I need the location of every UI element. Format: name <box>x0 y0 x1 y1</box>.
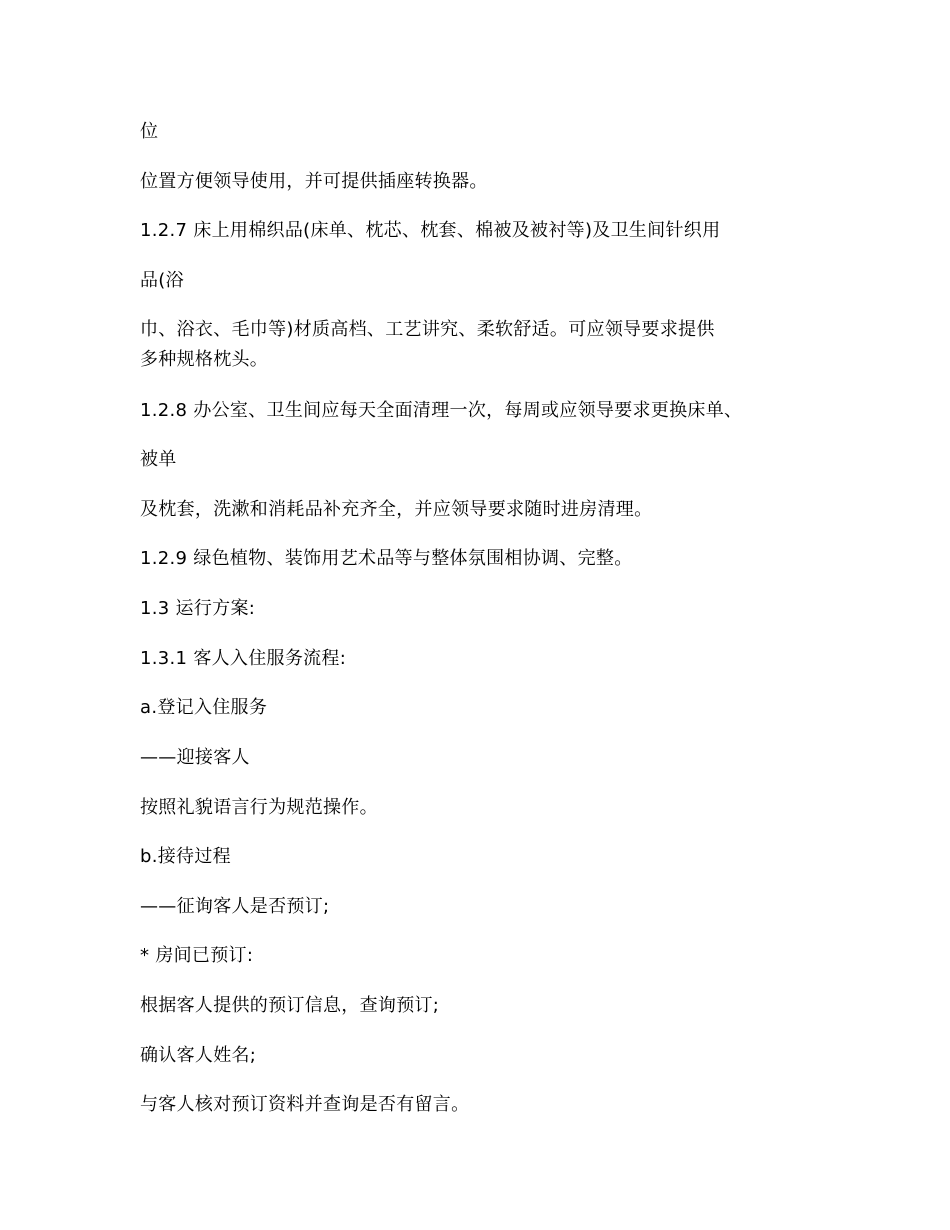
section-1-2-9-line: 1.2.9 绿色植物、装饰用艺术品等与整体氛围相协调、完整。 <box>140 548 633 569</box>
text-line-18: * 房间已预订: <box>140 945 254 966</box>
text-line-5: 巾、浴衣、毛巾等)材质高档、工艺讲究、柔软舒适。可应领导要求提供 <box>140 319 715 340</box>
text-line-19: 根据客人提供的预订信息，查询预订; <box>140 995 440 1016</box>
section-1-3-1-heading: 1.3.1 客人入住服务流程: <box>140 648 347 669</box>
text-line-15: 按照礼貌语言行为规范操作。 <box>140 797 378 818</box>
text-line-1: 位 <box>140 121 159 142</box>
text-line-6: 多种规格枕头。 <box>140 349 269 370</box>
section-1-2-8-line: 1.2.8 办公室、卫生间应每天全面清理一次，每周或应领导要求更换床单、 <box>140 400 743 421</box>
step-b-heading: b.接待过程 <box>140 846 231 867</box>
text-line-17: ——征询客人是否预订; <box>140 896 330 917</box>
section-1-3-heading: 1.3 运行方案: <box>140 598 256 619</box>
text-line-20: 确认客人姓名; <box>140 1045 257 1066</box>
step-a-heading: a.登记入住服务 <box>140 697 268 718</box>
text-line-4: 品(浴 <box>140 270 184 291</box>
text-line-8: 被单 <box>140 449 177 470</box>
text-line-9: 及枕套，洗漱和消耗品补充齐全，并应领导要求随时进房清理。 <box>140 499 653 520</box>
text-line-2: 位置方便领导使用，并可提供插座转换器。 <box>140 171 488 192</box>
section-1-2-7-line: 1.2.7 床上用棉织品(床单、枕芯、枕套、棉被及被衬等)及卫生间针织用 <box>140 220 721 241</box>
text-line-14: ——迎接客人 <box>140 747 250 768</box>
text-line-21: 与客人核对预订资料并查询是否有留言。 <box>140 1094 470 1115</box>
